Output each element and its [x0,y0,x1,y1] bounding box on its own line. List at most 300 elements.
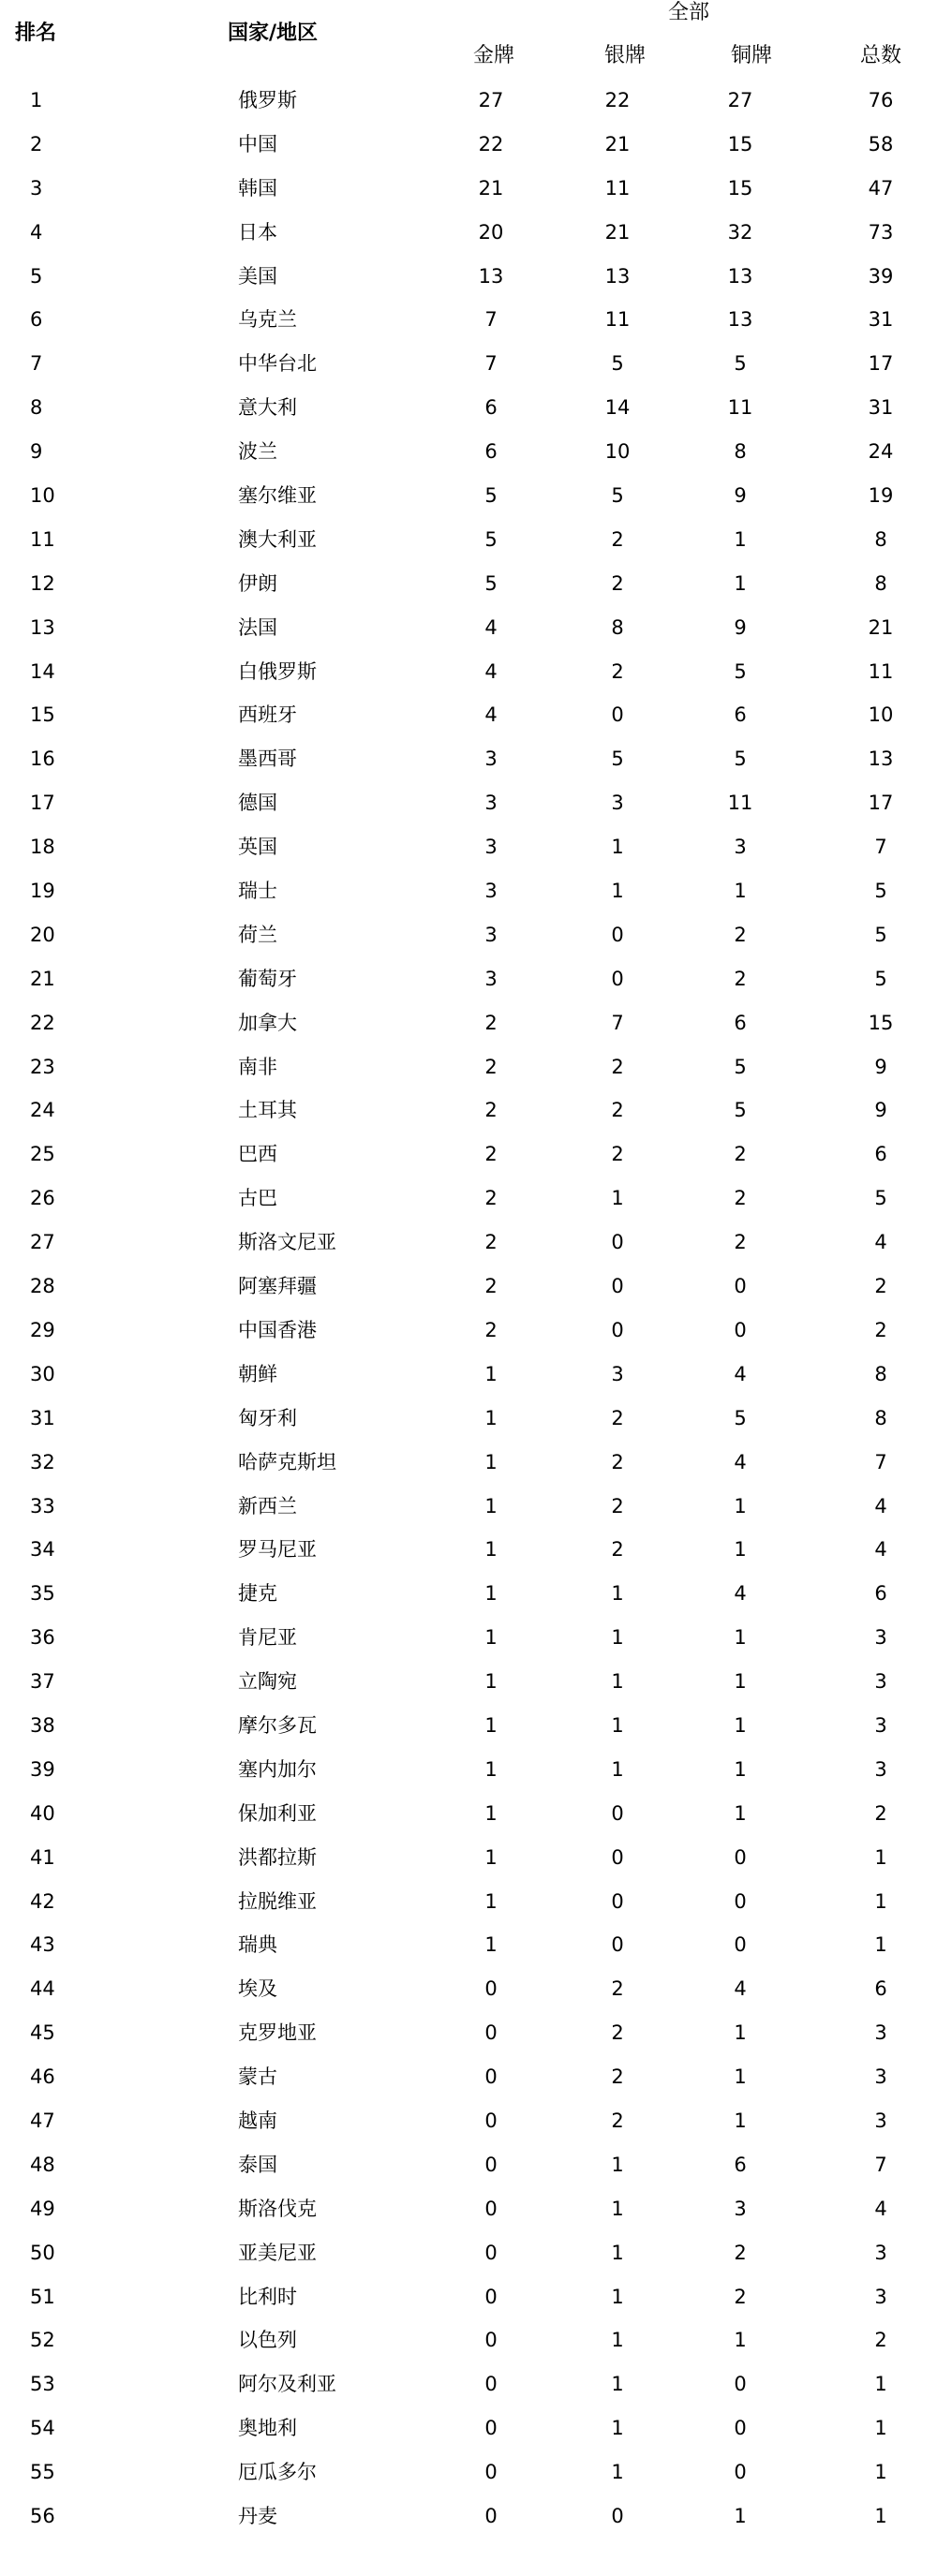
table-row [0,524,937,568]
silver-cell: 5 [611,484,624,508]
total-cell: 6 [874,1143,887,1166]
rank-cell: 41 [30,1845,55,1869]
silver-cell: 0 [611,967,624,990]
total-cell: 39 [868,264,894,288]
table-row [0,2061,937,2105]
silver-cell: 3 [611,1362,624,1385]
gold-cell: 2 [484,1275,498,1298]
total-cell: 47 [868,176,894,200]
table-row [0,1973,937,2017]
bronze-cell: 5 [734,352,747,376]
silver-cell: 2 [611,1055,624,1078]
country-cell: 捷克 [238,1582,277,1606]
bronze-cell: 4 [734,1977,747,2001]
silver-cell: 1 [611,2285,624,2308]
country-cell: 澳大利亚 [238,527,317,551]
total-cell: 2 [874,1801,887,1825]
rank-cell: 37 [30,1670,55,1694]
total-cell: 1 [874,2461,887,2484]
bronze-cell: 1 [734,1626,747,1650]
gold-cell: 3 [484,792,498,815]
table-row [0,2456,937,2500]
country-cell: 中国香港 [238,1318,317,1341]
gold-cell: 0 [484,2241,498,2264]
rank-cell: 31 [30,1406,55,1429]
table-row [0,743,937,787]
silver-cell: 0 [611,1231,624,1254]
total-column-header: 总数 [860,44,902,67]
rank-cell: 21 [30,967,55,990]
total-cell: 17 [868,792,894,815]
table-row [0,2237,937,2281]
gold-cell: 21 [478,176,504,200]
silver-cell: 2 [611,571,624,595]
country-cell: 意大利 [238,396,297,420]
total-cell: 21 [868,615,894,639]
rank-cell: 18 [30,836,55,859]
rank-cell: 54 [30,2417,55,2440]
silver-cell: 2 [611,1977,624,2001]
country-cell: 土耳其 [238,1099,297,1122]
silver-cell: 0 [611,1801,624,1825]
gold-cell: 0 [484,2109,498,2132]
total-cell: 1 [874,1889,887,1913]
country-cell: 匈牙利 [238,1406,297,1429]
total-cell: 31 [868,308,894,332]
table-row [0,612,937,656]
total-cell: 73 [868,220,894,244]
total-cell: 1 [874,2417,887,2440]
silver-cell: 2 [611,1450,624,1473]
silver-cell: 2 [611,1406,624,1429]
bronze-cell: 32 [727,220,753,244]
rank-cell: 6 [30,308,43,332]
country-cell: 埃及 [238,1977,277,2001]
gold-cell: 0 [484,2373,498,2396]
silver-cell: 14 [604,396,631,420]
total-cell: 2 [874,1318,887,1341]
total-cell: 4 [874,1538,887,1562]
total-cell: 3 [874,2241,887,2264]
table-row [0,348,937,392]
country-cell: 肯尼亚 [238,1626,297,1650]
silver-cell: 0 [611,703,624,727]
table-row [0,1358,937,1402]
silver-cell: 2 [611,2109,624,2132]
rank-cell: 26 [30,1187,55,1210]
country-cell: 韩国 [238,176,277,200]
country-cell: 荷兰 [238,923,277,946]
silver-cell: 1 [611,2197,624,2220]
table-row [0,1007,937,1051]
table-row [0,1490,937,1534]
gold-cell: 2 [484,1011,498,1034]
table-row [0,2281,937,2325]
bronze-cell: 4 [734,1450,747,1473]
total-cell: 8 [874,1362,887,1385]
gold-cell: 2 [484,1231,498,1254]
country-cell: 瑞典 [238,1933,277,1957]
bronze-cell: 2 [734,967,747,990]
silver-cell: 1 [611,2241,624,2264]
country-cell: 波兰 [238,440,277,464]
silver-cell: 1 [611,2461,624,2484]
silver-cell: 2 [611,2065,624,2089]
table-row [0,84,937,128]
rank-cell: 17 [30,792,55,815]
bronze-cell: 6 [734,1011,747,1034]
country-cell: 厄瓜多尔 [238,2461,317,2484]
country-cell: 哈萨克斯坦 [238,1450,336,1473]
bronze-cell: 2 [734,923,747,946]
silver-cell: 1 [611,1670,624,1694]
total-cell: 1 [874,2373,887,2396]
silver-cell: 2 [611,659,624,683]
bronze-cell: 4 [734,1362,747,1385]
gold-cell: 1 [484,1933,498,1957]
country-cell: 伊朗 [238,571,277,595]
total-cell: 7 [874,2153,887,2176]
silver-cell: 0 [611,1318,624,1341]
total-cell: 3 [874,2065,887,2089]
bronze-cell: 8 [734,440,747,464]
rank-cell: 53 [30,2373,55,2396]
gold-cell: 6 [484,440,498,464]
country-cell: 洪都拉斯 [238,1845,317,1869]
bronze-cell: 6 [734,703,747,727]
silver-cell: 1 [611,1187,624,1210]
silver-cell: 1 [611,2153,624,2176]
gold-cell: 0 [484,2153,498,2176]
total-cell: 4 [874,1231,887,1254]
gold-cell: 0 [484,2021,498,2045]
bronze-cell: 0 [734,2417,747,2440]
country-column-header: 国家/地区 [228,22,319,45]
country-cell: 葡萄牙 [238,967,297,990]
total-cell: 8 [874,571,887,595]
total-cell: 58 [868,132,894,155]
medal-table-body [0,84,937,2544]
silver-cell: 2 [611,527,624,551]
country-cell: 加拿大 [238,1011,297,1034]
gold-cell: 1 [484,1450,498,1473]
gold-cell: 1 [484,1582,498,1606]
country-cell: 以色列 [238,2329,297,2352]
table-row [0,568,937,612]
gold-cell: 5 [484,527,498,551]
table-row [0,656,937,700]
table-row [0,1051,937,1095]
rank-cell: 7 [30,352,43,376]
rank-cell: 1 [30,89,43,111]
silver-cell: 1 [611,2329,624,2352]
rank-cell: 43 [30,1933,55,1957]
bronze-cell: 1 [734,571,747,595]
country-cell: 斯洛文尼亚 [238,1231,336,1254]
country-cell: 俄罗斯 [238,89,297,111]
gold-cell: 0 [484,2285,498,2308]
table-row [0,392,937,436]
silver-cell: 2 [611,1538,624,1562]
gold-cell: 6 [484,396,498,420]
table-row [0,2324,937,2368]
table-row [0,172,937,216]
rank-cell: 14 [30,659,55,683]
silver-cell: 11 [604,176,631,200]
bronze-cell: 1 [734,2021,747,2045]
total-cell: 15 [868,1011,894,1034]
table-row [0,2500,937,2544]
table-row [0,2368,937,2412]
table-row [0,2193,937,2237]
table-row [0,2017,937,2061]
country-cell: 保加利亚 [238,1801,317,1825]
gold-cell: 20 [478,220,504,244]
gold-cell: 2 [484,1143,498,1166]
table-row [0,436,937,480]
table-row [0,1577,937,1621]
bronze-cell: 3 [734,2197,747,2220]
gold-cell: 7 [484,308,498,332]
gold-cell: 1 [484,1494,498,1517]
bronze-cell: 1 [734,1494,747,1517]
country-cell: 比利时 [238,2285,297,2308]
table-row [0,1533,937,1577]
table-row [0,1754,937,1798]
silver-cell: 21 [604,132,631,155]
bronze-cell: 9 [734,484,747,508]
gold-cell: 0 [484,2461,498,2484]
gold-cell: 0 [484,2065,498,2089]
rank-cell: 11 [30,527,55,551]
total-cell: 24 [868,440,894,464]
silver-cell: 5 [611,748,624,771]
country-cell: 泰国 [238,2153,277,2176]
country-cell: 白俄罗斯 [238,659,317,683]
table-row [0,1842,937,1886]
silver-cell: 0 [611,1845,624,1869]
silver-cell: 0 [611,1933,624,1957]
gold-cell: 2 [484,1318,498,1341]
bronze-cell: 1 [734,1757,747,1781]
gold-cell: 0 [484,1977,498,2001]
country-cell: 南非 [238,1055,277,1078]
gold-cell: 4 [484,703,498,727]
total-cell: 3 [874,1757,887,1781]
table-row [0,1886,937,1930]
silver-cell: 1 [611,836,624,859]
table-row [0,963,937,1007]
silver-cell: 1 [611,1582,624,1606]
gold-cell: 7 [484,352,498,376]
gold-cell: 1 [484,1889,498,1913]
table-row [0,1402,937,1446]
table-row [0,1666,937,1710]
total-cell: 5 [874,1187,887,1210]
gold-cell: 1 [484,1757,498,1781]
bronze-cell: 15 [727,176,753,200]
gold-cell: 3 [484,748,498,771]
rank-cell: 10 [30,484,55,508]
bronze-cell: 5 [734,1406,747,1429]
bronze-cell: 27 [727,89,753,111]
bronze-cell: 9 [734,615,747,639]
table-row [0,1929,937,1973]
rank-cell: 24 [30,1099,55,1122]
bronze-cell: 0 [734,1845,747,1869]
country-cell: 英国 [238,836,277,859]
country-cell: 立陶宛 [238,1670,297,1694]
country-cell: 蒙古 [238,2065,277,2089]
country-cell: 拉脱维亚 [238,1889,317,1913]
silver-cell: 13 [604,264,631,288]
rank-cell: 19 [30,880,55,903]
table-row [0,303,937,348]
total-cell: 3 [874,2021,887,2045]
gold-cell: 1 [484,1538,498,1562]
country-cell: 塞尔维亚 [238,484,317,508]
rank-cell: 2 [30,132,43,155]
country-cell: 摩尔多瓦 [238,1713,317,1737]
silver-cell: 2 [611,1099,624,1122]
bronze-cell: 13 [727,264,753,288]
total-cell: 19 [868,484,894,508]
table-row [0,1621,937,1666]
total-cell: 10 [868,703,894,727]
total-cell: 2 [874,2329,887,2352]
gold-cell: 1 [484,1362,498,1385]
rank-cell: 12 [30,571,55,595]
table-row [0,260,937,304]
bronze-cell: 2 [734,2285,747,2308]
bronze-cell: 2 [734,2241,747,2264]
rank-cell: 49 [30,2197,55,2220]
bronze-cell: 1 [734,2504,747,2527]
total-cell: 76 [868,89,894,111]
table-row [0,787,937,831]
gold-cell: 4 [484,615,498,639]
total-cell: 3 [874,1670,887,1694]
bronze-cell: 1 [734,1670,747,1694]
silver-cell: 8 [611,615,624,639]
total-cell: 31 [868,396,894,420]
gold-cell: 2 [484,1187,498,1210]
country-cell: 墨西哥 [238,748,297,771]
total-cell: 2 [874,1275,887,1298]
rank-cell: 22 [30,1011,55,1034]
total-cell: 13 [868,748,894,771]
bronze-cell: 13 [727,308,753,332]
gold-cell: 5 [484,484,498,508]
bronze-cell: 0 [734,1889,747,1913]
country-cell: 中国 [238,132,277,155]
table-row [0,1226,937,1270]
total-cell: 1 [874,2504,887,2527]
silver-cell: 1 [611,1626,624,1650]
rank-cell: 25 [30,1143,55,1166]
rank-cell: 40 [30,1801,55,1825]
total-cell: 9 [874,1055,887,1078]
table-row [0,1710,937,1754]
country-cell: 奥地利 [238,2417,297,2440]
country-cell: 朝鲜 [238,1362,277,1385]
total-cell: 4 [874,2197,887,2220]
all-medals-group-header: 全部 [668,1,710,24]
country-cell: 瑞士 [238,880,277,903]
gold-cell: 13 [478,264,504,288]
rank-cell: 56 [30,2504,55,2527]
silver-cell: 2 [611,2021,624,2045]
table-row [0,1094,937,1138]
country-cell: 斯洛伐克 [238,2197,317,2220]
bronze-cell: 0 [734,2373,747,2396]
country-cell: 丹麦 [238,2504,277,2527]
total-cell: 5 [874,923,887,946]
bronze-cell: 1 [734,527,747,551]
rank-cell: 3 [30,176,43,200]
bronze-cell: 2 [734,1231,747,1254]
table-row [0,1798,937,1842]
country-cell: 阿尔及利亚 [238,2373,336,2396]
bronze-column-header: 铜牌 [731,44,773,67]
gold-cell: 22 [478,132,504,155]
bronze-cell: 0 [734,2461,747,2484]
gold-cell: 0 [484,2197,498,2220]
gold-cell: 3 [484,923,498,946]
rank-cell: 20 [30,923,55,946]
rank-cell: 8 [30,396,43,420]
total-cell: 6 [874,1582,887,1606]
rank-cell: 48 [30,2153,55,2176]
silver-cell: 0 [611,2504,624,2527]
bronze-cell: 4 [734,1582,747,1606]
bronze-cell: 6 [734,2153,747,2176]
gold-cell: 2 [484,1099,498,1122]
rank-cell: 27 [30,1231,55,1254]
rank-cell: 55 [30,2461,55,2484]
rank-cell: 32 [30,1450,55,1473]
table-row [0,1270,937,1314]
rank-cell: 4 [30,220,43,244]
rank-cell: 39 [30,1757,55,1781]
silver-cell: 10 [604,440,631,464]
bronze-cell: 1 [734,1801,747,1825]
bronze-cell: 1 [734,2109,747,2132]
rank-column-header: 排名 [15,22,57,45]
rank-cell: 44 [30,1977,55,2001]
silver-column-header: 银牌 [604,44,647,67]
table-header [0,0,937,84]
silver-cell: 1 [611,2417,624,2440]
total-cell: 8 [874,1406,887,1429]
silver-cell: 11 [604,308,631,332]
silver-cell: 0 [611,1275,624,1298]
bronze-cell: 0 [734,1933,747,1957]
table-row [0,2149,937,2193]
rank-cell: 9 [30,440,43,464]
rank-cell: 35 [30,1582,55,1606]
bronze-cell: 2 [734,1187,747,1210]
silver-cell: 21 [604,220,631,244]
total-cell: 8 [874,527,887,551]
gold-cell: 1 [484,1406,498,1429]
table-row [0,480,937,524]
bronze-cell: 1 [734,2329,747,2352]
total-cell: 3 [874,2285,887,2308]
table-row [0,831,937,875]
rank-cell: 23 [30,1055,55,1078]
table-row [0,699,937,743]
